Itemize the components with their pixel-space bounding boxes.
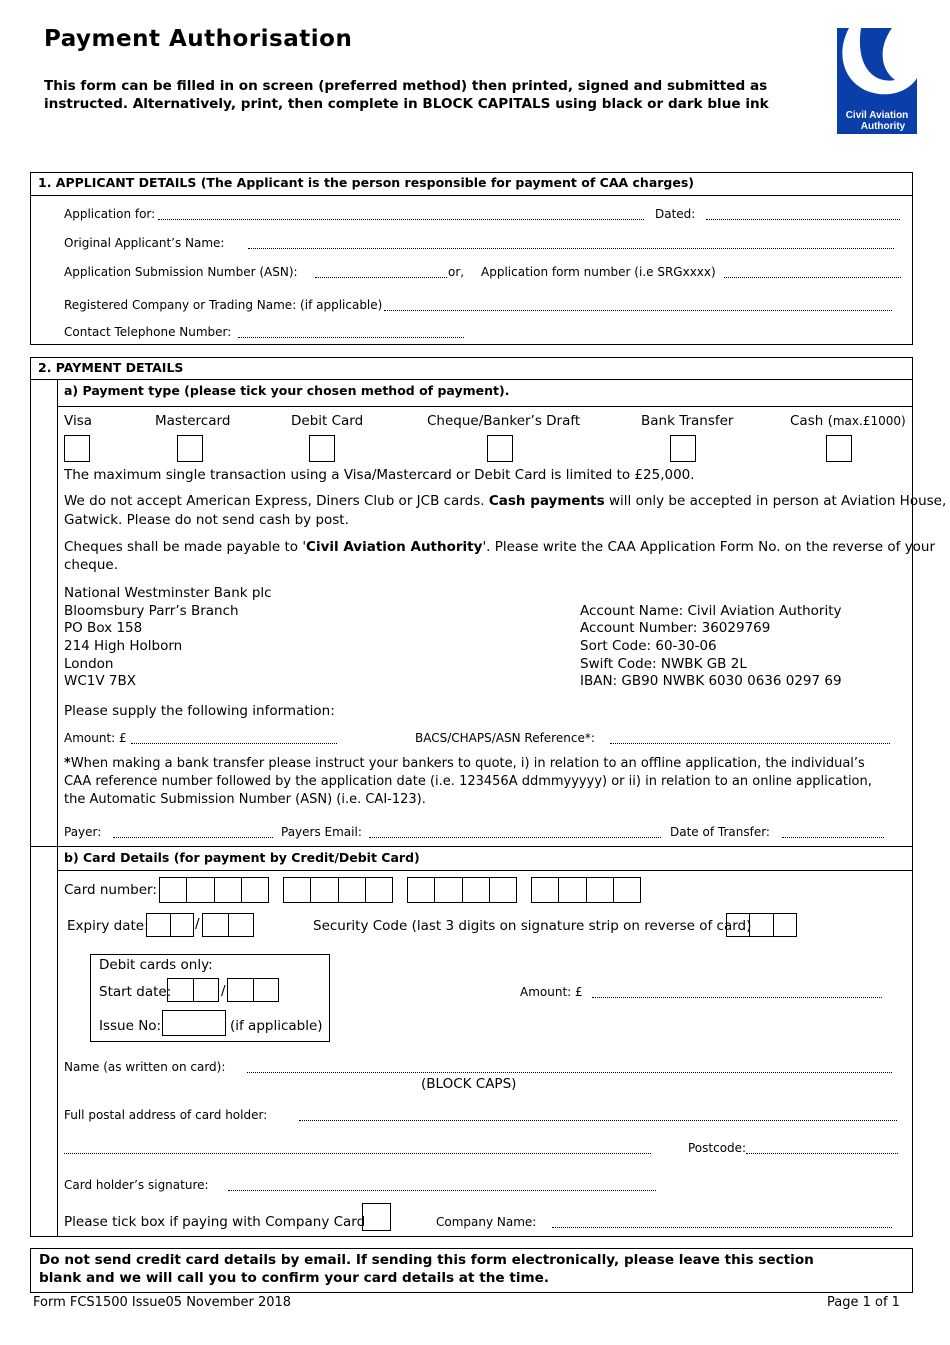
- logo-text-line2: Authority: [860, 121, 906, 132]
- signature-label: Card holder’s signature:: [64, 1178, 209, 1192]
- issue-no-field[interactable]: [162, 1010, 226, 1036]
- card-details-heading: b) Card Details (for payment by Credit/Debit Card): [64, 850, 420, 865]
- logo-text-line1: Civil Aviation: [845, 110, 909, 121]
- card-amount-field[interactable]: [592, 997, 882, 998]
- or-label: or,: [448, 265, 465, 279]
- bacs-reference-label: BACS/CHAPS/ASN Reference*:: [415, 731, 595, 745]
- company-card-label: Please tick box if paying with Company Card: [64, 1214, 366, 1230]
- original-applicant-field[interactable]: [248, 248, 894, 249]
- start-month-field[interactable]: [167, 978, 219, 1002]
- company-field[interactable]: [384, 310, 892, 311]
- cards-note: We do not accept American Express, Diners Club or JCB cards. Cash payments will only be accepted in person at Aviation House,: [64, 493, 947, 509]
- account-detail-line: Account Name: Civil Aviation Authority: [580, 603, 842, 619]
- payment-type-debit: Debit Card: [291, 413, 364, 429]
- account-detail-line: Swift Code: NWBK GB 2L: [580, 656, 747, 672]
- security-code-label: Security Code (last 3 digits on signature strip on reverse of card): [313, 918, 752, 934]
- card-number-group-4[interactable]: [531, 877, 641, 903]
- company-name-label: Company Name:: [436, 1215, 537, 1229]
- card-number-label: Card number:: [64, 882, 157, 898]
- block-caps-label: (BLOCK CAPS): [421, 1076, 517, 1092]
- form-id: Form FCS1500 Issue05 November 2018: [33, 1295, 292, 1310]
- limit-note: The maximum single transaction using a Visa/Mastercard or Debit Card is limited to £25,000.: [64, 467, 695, 483]
- supply-info-label: Please supply the following information:: [64, 703, 335, 719]
- date-of-transfer-field[interactable]: [782, 837, 884, 838]
- company-label: Registered Company or Trading Name: (if applicable): [64, 298, 383, 312]
- telephone-field[interactable]: [238, 337, 464, 338]
- expiry-year-field[interactable]: [202, 913, 254, 937]
- card-number-group-3[interactable]: [407, 877, 517, 903]
- card-number-group-1[interactable]: [159, 877, 269, 903]
- page-number: Page 1 of 1: [827, 1295, 900, 1310]
- bank-address-line: National Westminster Bank plc: [64, 585, 272, 601]
- expiry-slash: /: [195, 916, 200, 932]
- cheque-checkbox[interactable]: [487, 435, 513, 462]
- section1-heading: 1. APPLICANT DETAILS (The Applicant is the person responsible for payment of CAA charges): [38, 175, 694, 190]
- payment-type-visa: Visa: [64, 413, 92, 429]
- form-number-label: Application form number (i.e SRGxxxx): [481, 265, 716, 279]
- expiry-date-label: Expiry date:: [67, 918, 149, 934]
- name-on-card-field[interactable]: [247, 1072, 892, 1073]
- date-of-transfer-label: Date of Transfer:: [670, 825, 770, 839]
- section2-heading: 2. PAYMENT DETAILS: [38, 360, 184, 375]
- issue-no-label: Issue No:: [99, 1018, 162, 1034]
- account-detail-line: IBAN: GB90 NWBK 6030 0636 0297 69: [580, 673, 842, 689]
- telephone-label: Contact Telephone Number:: [64, 325, 232, 339]
- bank-transfer-checkbox[interactable]: [670, 435, 696, 462]
- bank-address-line: PO Box 158: [64, 620, 143, 636]
- bank-address-line: Bloomsbury Parr’s Branch: [64, 603, 239, 619]
- payment-type-heading: a) Payment type (please tick your chosen method of payment).: [64, 383, 510, 398]
- cash-checkbox[interactable]: [826, 435, 852, 462]
- expiry-month-field[interactable]: [146, 913, 194, 937]
- caa-logo: [837, 28, 917, 134]
- security-code-field[interactable]: [726, 913, 797, 937]
- account-detail-line: Account Number: 36029769: [580, 620, 771, 636]
- payers-email-field[interactable]: [369, 837, 661, 838]
- postal-address-field-2[interactable]: [64, 1153, 651, 1154]
- visa-checkbox[interactable]: [64, 435, 90, 462]
- signature-field[interactable]: [228, 1190, 656, 1191]
- asn-label: Application Submission Number (ASN):: [64, 265, 298, 279]
- section-applicant-details: [30, 172, 913, 345]
- dated-label: Dated:: [655, 207, 696, 221]
- mastercard-checkbox[interactable]: [177, 435, 203, 462]
- cheque-note-line2: cheque.: [64, 557, 119, 573]
- debit-card-checkbox[interactable]: [309, 435, 335, 462]
- transfer-note: *When making a bank transfer please instruct your bankers to quote, i) in relation to an offline application, the individual’s CAA reference number followed by the application date (i.e. 123456A ddmmyyyyy) or ii) in relation to an online application, the Automatic Submission Number (ASN) (i.e. CAI-123).: [64, 756, 872, 807]
- cheque-note: Cheques shall be made payable to 'Civil Aviation Authority'. Please write the CAA Application Form No. on the reverse of your: [64, 539, 936, 555]
- postcode-label: Postcode:: [688, 1141, 747, 1155]
- card-number-group-2[interactable]: [283, 877, 393, 903]
- postal-address-label: Full postal address of card holder:: [64, 1108, 268, 1122]
- cards-note-line2: Gatwick. Please do not send cash by post.: [64, 512, 349, 528]
- payment-type-cheque: Cheque/Banker’s Draft: [427, 413, 581, 429]
- start-slash: /: [221, 983, 226, 999]
- bank-address-line: WC1V 7BX: [64, 673, 136, 689]
- company-name-field[interactable]: [552, 1227, 892, 1228]
- dated-field[interactable]: [706, 219, 900, 220]
- transfer-amount-field[interactable]: [131, 743, 337, 744]
- original-applicant-label: Original Applicant’s Name:: [64, 236, 225, 250]
- postcode-field[interactable]: [746, 1153, 898, 1154]
- card-amount-label: Amount: £: [520, 985, 583, 999]
- page-title: Payment Authorisation: [44, 26, 353, 52]
- bacs-reference-field[interactable]: [610, 743, 890, 744]
- payment-type-mastercard: Mastercard: [155, 413, 231, 429]
- account-detail-line: Sort Code: 60-30-06: [580, 638, 717, 654]
- payer-label: Payer:: [64, 825, 102, 839]
- if-applicable-label: (if applicable): [230, 1018, 323, 1034]
- payers-email-label: Payers Email:: [281, 825, 362, 839]
- name-on-card-label: Name (as written on card):: [64, 1060, 226, 1074]
- application-for-field[interactable]: [158, 219, 644, 220]
- payment-type-cash: Cash (max.£1000): [790, 413, 906, 429]
- bank-address-line: 214 High Holborn: [64, 638, 183, 654]
- postal-address-field-1[interactable]: [299, 1120, 897, 1121]
- payment-type-bank-transfer: Bank Transfer: [641, 413, 734, 429]
- transfer-amount-label: Amount: £: [64, 731, 127, 745]
- warning-text: Do not send credit card details by email. If sending this form electronically, please leave this section blank and we will call you to confirm your card details at the time.: [39, 1252, 814, 1286]
- form-number-field[interactable]: [724, 277, 901, 278]
- start-date-label: Start date:: [99, 984, 172, 1000]
- application-for-label: Application for:: [64, 207, 156, 221]
- payer-field[interactable]: [113, 837, 273, 838]
- start-year-field[interactable]: [227, 978, 279, 1002]
- bank-address-line: London: [64, 656, 114, 672]
- intro-text: This form can be filled in on screen (preferred method) then printed, signed and submitted as instructed. Alternatively, print, then complete in BLOCK CAPITALS using black or dark blue ink: [44, 78, 769, 112]
- company-card-checkbox[interactable]: [362, 1203, 391, 1231]
- asn-field[interactable]: [315, 277, 447, 278]
- debit-cards-only-label: Debit cards only:: [99, 957, 213, 973]
